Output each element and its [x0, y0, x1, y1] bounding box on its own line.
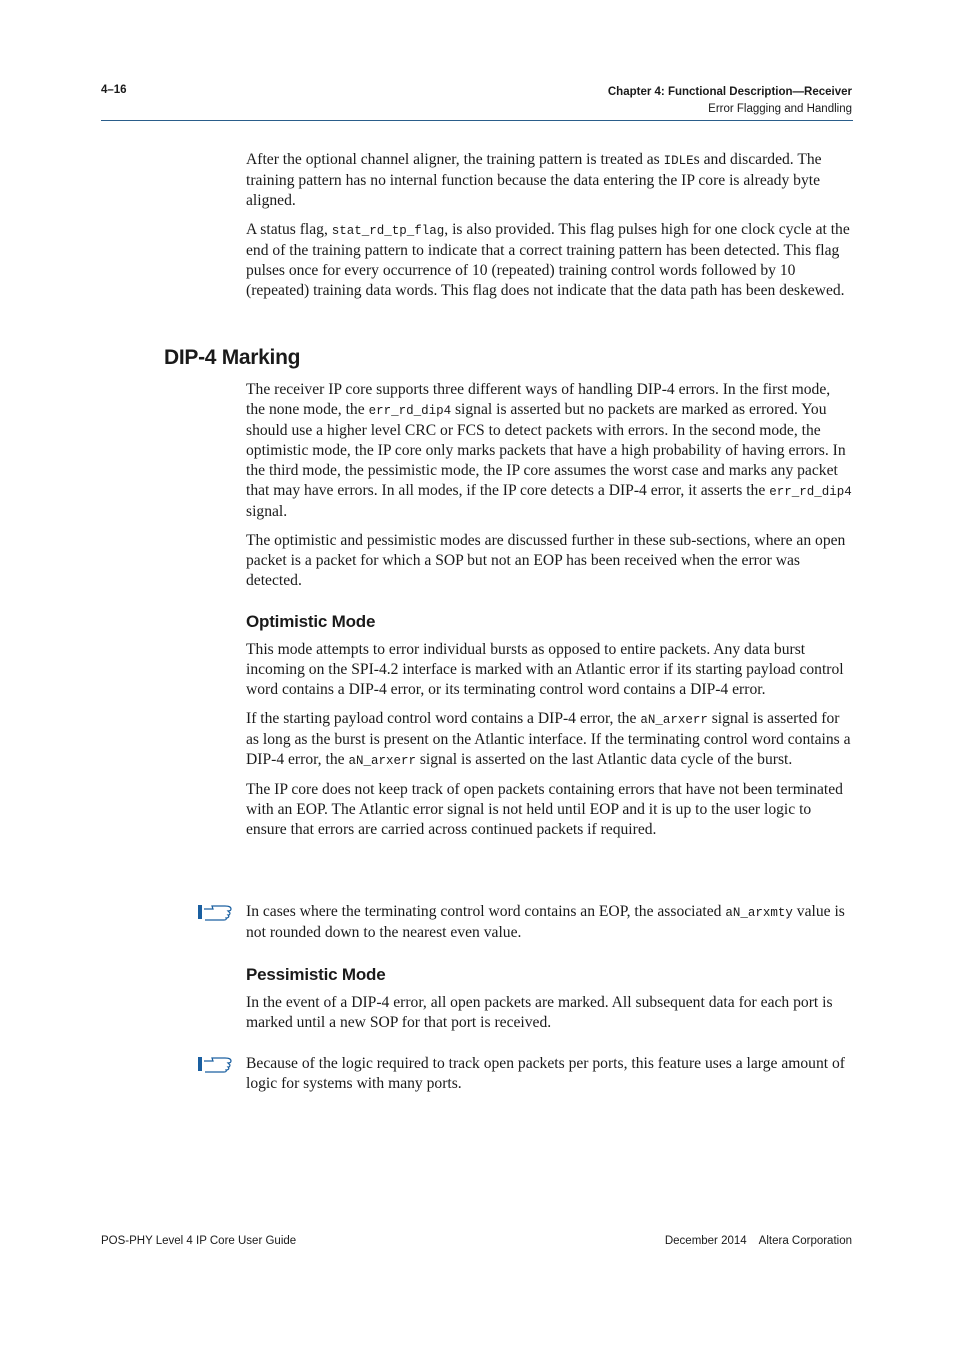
footer-title: POS-PHY Level 4 IP Core User Guide [101, 1235, 297, 1247]
optimistic-paragraph-2: If the starting payload control word contains a DIP-4 error, the aN_arxerr signal is asserted for as long as the burst is present on the Atlantic interface. If the terminating control word contains a DIP-4 error, the aN_arxerr signal is asserted on the last Atlantic data cycle of the burst. [246, 710, 851, 768]
pointing-hand-icon [197, 902, 233, 922]
chapter-title: Chapter 4: Functional Description—Receiver [607, 86, 852, 98]
optimistic-paragraph-3: The IP core does not keep track of open packets containing errors that have not been terminated with an EOP. The Atlantic error signal is not held until EOP and it is up to the user logic to ensure that errors are carried across continued packets if required. [246, 781, 843, 838]
intro-paragraph-1: After the optional channel aligner, the training pattern is treated as IDLEs and discarded. The training pattern has no internal function because the data entering the IP core is already byte aligned. [246, 151, 822, 209]
footer-company: Altera Corporation [758, 1235, 852, 1247]
footer-right [665, 1235, 852, 1247]
pointing-hand-icon [197, 1054, 233, 1074]
optimistic-block [246, 612, 852, 849]
running-header [608, 84, 852, 118]
dip4-block [246, 380, 852, 600]
intro-block [246, 150, 852, 310]
header-rule [101, 120, 853, 121]
note-text: Because of the logic required to track open packets per ports, this feature uses a large amount of logic for systems with many ports. [246, 1055, 845, 1092]
pessimistic-heading: Pessimistic Mode [246, 965, 386, 984]
note-text: In cases where the terminating control word contains an EOP, the associated aN_arxmty value is not rounded down to the nearest even value. [246, 903, 845, 941]
dip4-paragraph-1: The receiver IP core supports three different ways of handling DIP-4 errors. In the first mode, the none mode, the err_rd_dip4 signal is asserted but no packets are marked as errored. You should use a higher level CRC or FCS to detect packets with errors. In the second mode, the optimistic mode, the IP core only marks packets that have a high probability of having errors. In the third mode, the pessimistic mode, the IP core assumes the worst case and marks any packet that may have errors. In all modes, if the IP core detects a DIP-4 error, it asserts the err_rd_dip4 signal. [246, 381, 852, 520]
page-number: 4–16 [101, 84, 127, 96]
pessimistic-paragraph-1: In the event of a DIP-4 error, all open packets are marked. All subsequent data for each port is marked until a new SOP for that port is received. [246, 994, 833, 1031]
section-title: Error Flagging and Handling [708, 103, 852, 115]
pessimistic-block [246, 965, 852, 1042]
optimistic-paragraph-1: This mode attempts to error individual bursts as opposed to entire packets. Any data burst incoming on the SPI-4.2 interface is marked with an Atlantic error if its starting payload control word contains a DIP-4 error, or its terminating control word contains a DIP-4 error. [246, 641, 844, 698]
dip4-paragraph-2: The optimistic and pessimistic modes are discussed further in these sub-sections, where an open packet is a packet for which a SOP but not an EOP has been received when the error was detected. [246, 532, 846, 589]
optimistic-heading: Optimistic Mode [246, 612, 376, 631]
dip4-heading: DIP-4 Marking [164, 346, 301, 369]
footer-date: December 2014 [664, 1235, 747, 1247]
pessimistic-note [246, 1054, 852, 1103]
intro-paragraph-2: A status flag, stat_rd_tp_flag, is also provided. This flag pulses high for one clock cycle at the end of the training pattern to indicate that a correct training pattern has been detected. This flag pulses once for every occurrence of 10 (repeated) training control words followed by 10 (repeated) training data words. This flag does not indicate that the data path has been deskewed. [246, 221, 850, 299]
optimistic-note [246, 902, 852, 952]
